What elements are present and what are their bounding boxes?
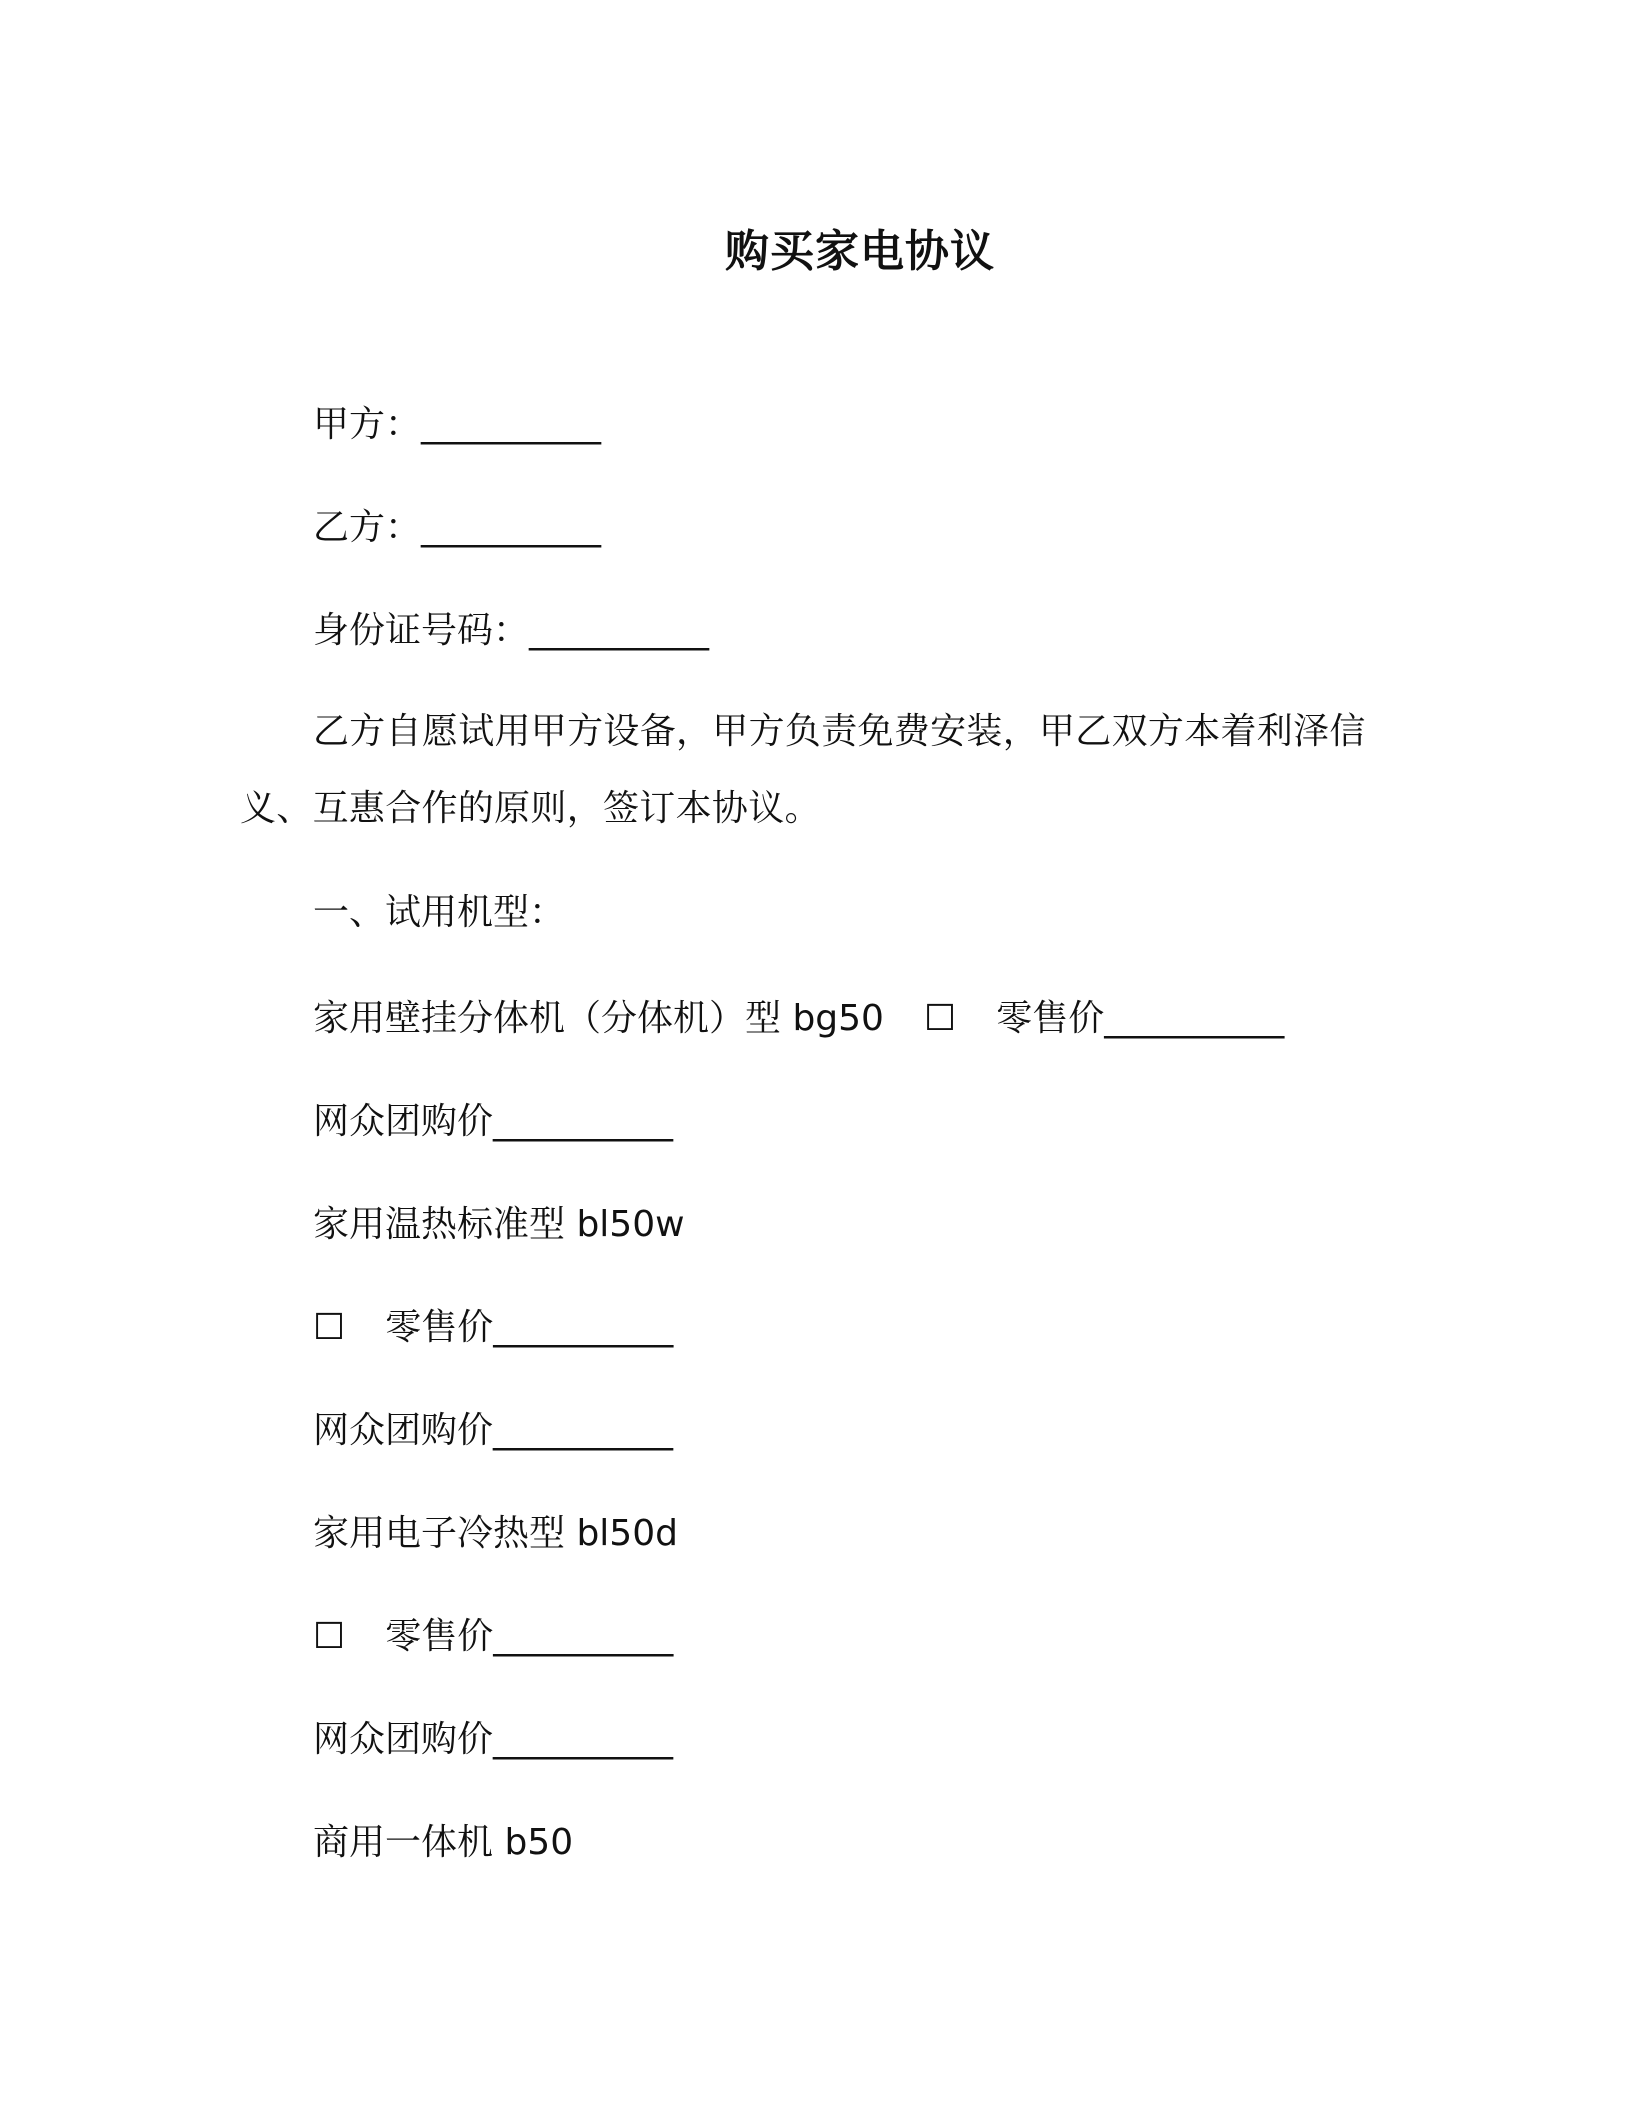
document-title: 购买家电协议 (725, 226, 995, 277)
item-2-price-row (313, 1303, 673, 1353)
item-1-retail-price: 零售价__________ (996, 998, 1285, 1039)
party-a-field: 甲方：__________ (313, 404, 602, 445)
item-3-price-row (313, 1612, 673, 1662)
intro-paragraph: 乙方自愿试用甲方设备，甲方负责免费安装，甲乙双方本着利泽信义、互惠合作的原则，签订本协议。 (240, 711, 1366, 829)
id-number-field: 身份证号码：__________ (313, 610, 710, 651)
item-2-checkbox[interactable]: ☐ (313, 1307, 346, 1348)
item-1-row (313, 994, 1284, 1044)
item-3-retail-price: 零售价__________ (385, 1616, 674, 1657)
item-1-model: 家用壁挂分体机（分体机）型 bg50 (313, 998, 884, 1039)
item-2-retail-price: 零售价__________ (385, 1307, 674, 1348)
item-3-checkbox[interactable]: ☐ (313, 1616, 346, 1657)
item-3-model: 家用电子冷热型 bl50d (313, 1513, 678, 1554)
item-3-group-price: 网众团购价__________ (313, 1719, 674, 1760)
item-2-group-price: 网众团购价__________ (313, 1410, 674, 1451)
item-1-checkbox[interactable]: ☐ (923, 998, 957, 1039)
item-1-group-price: 网众团购价__________ (313, 1101, 674, 1142)
item-2-model: 家用温热标准型 bl50w (313, 1204, 685, 1245)
section1-heading: 一、试用机型： (313, 892, 566, 933)
item-4-model: 商用一体机 b50 (313, 1822, 574, 1863)
party-b-field: 乙方：__________ (313, 507, 602, 548)
